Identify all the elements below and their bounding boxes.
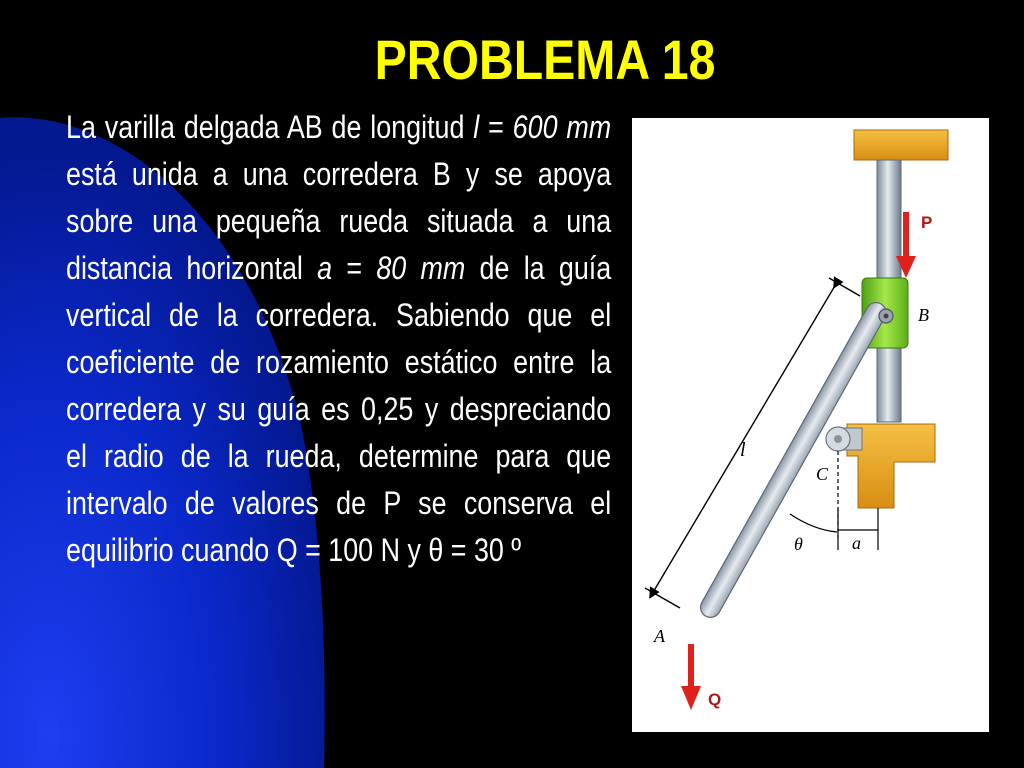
text-part: = bbox=[479, 109, 513, 145]
label-a: a bbox=[852, 533, 861, 553]
text-part: de la guía vertical de la corredera. Sabiendo que el coeficiente de rozamiento estático entre la corredera y su guía es 0,25 y despreciando el radio de la rueda, determine para que intervalo de valores de P se conserva el equilibrio cuando Q = 100 N y θ = 30 º bbox=[66, 250, 612, 568]
text-part: La varilla delgada AB de longitud bbox=[66, 109, 474, 145]
distance-value: 80 mm bbox=[376, 250, 466, 286]
label-b: B bbox=[918, 305, 929, 325]
top-support-block bbox=[854, 130, 948, 160]
length-symbol: l bbox=[473, 109, 480, 145]
text-part: = bbox=[332, 250, 377, 286]
force-q-arrow bbox=[681, 644, 701, 710]
mechanism-figure bbox=[632, 118, 989, 732]
label-a-point: A bbox=[654, 626, 665, 646]
label-l: l bbox=[740, 439, 746, 461]
label-c: C bbox=[816, 464, 829, 484]
problem-statement bbox=[66, 104, 611, 574]
distance-symbol: a bbox=[317, 250, 333, 286]
length-value: 600 mm bbox=[512, 109, 612, 145]
pin-b-center bbox=[884, 314, 889, 319]
mechanism-diagram bbox=[632, 118, 989, 732]
label-theta: θ bbox=[794, 534, 803, 554]
label-q: Q bbox=[708, 690, 722, 709]
wheel-c bbox=[826, 427, 862, 451]
text-part: está unida a una corredera B y se apoya sobre una pequeña rueda situada a una distancia horizontal bbox=[66, 156, 612, 286]
slide-title: PROBLEMA 18 bbox=[374, 28, 716, 91]
problem-text bbox=[66, 104, 611, 574]
label-p: P bbox=[921, 213, 933, 232]
